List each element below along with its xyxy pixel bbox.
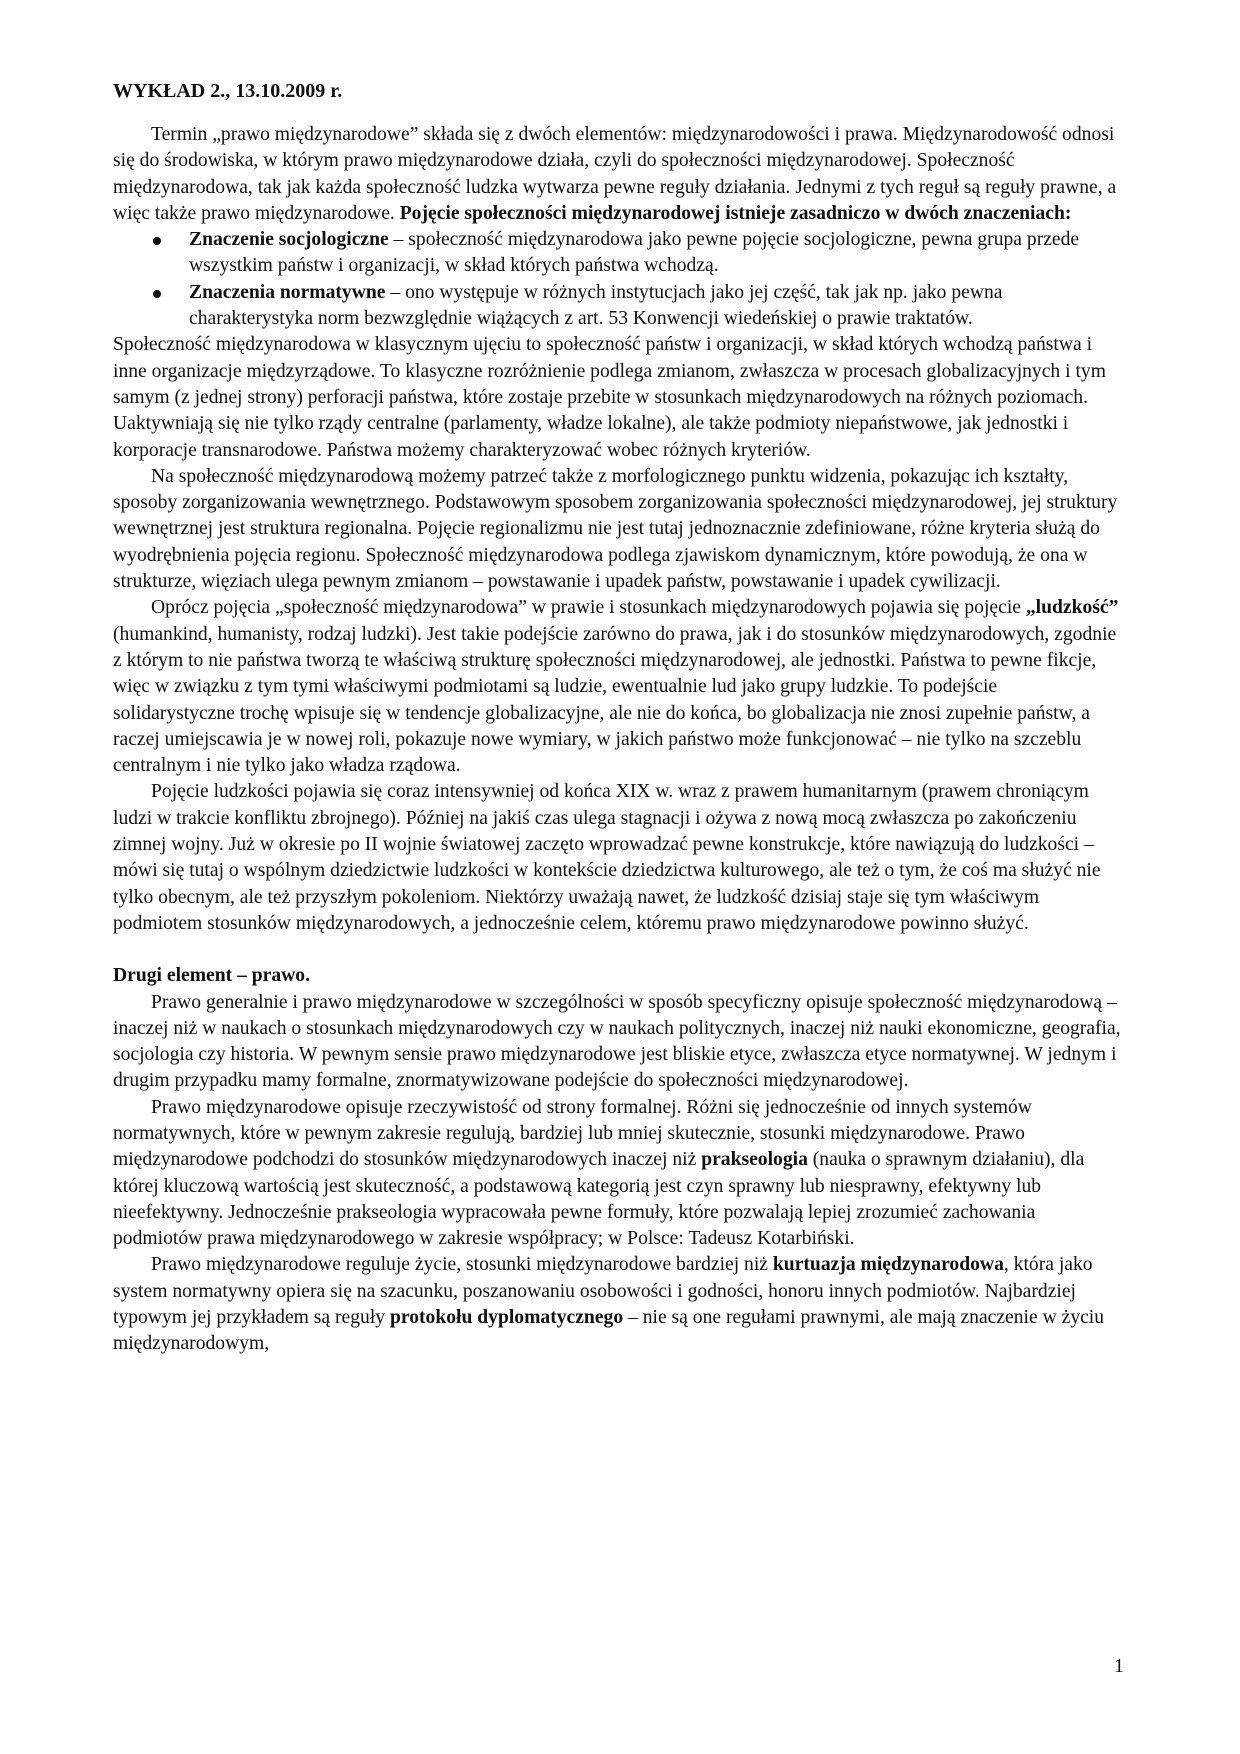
paragraph-text: Prawo międzynarodowe opisuje rzeczywistość od strony formalnej. Różni się jednocześnie od innych systemów normatywnych, które w pewnym zakresie regulują, bardziej lub mniej skutecznie, stosunki międzynarodowe. Prawo międzynarodowe podchodzi do stosunków międzynarodowych inaczej niż (113, 1096, 1032, 1171)
paragraph-morphology: Na społeczność międzynarodową możemy patrzeć także z morfologicznego punktu widzenia, pokazując ich kształty, sposoby zorganizowania wewnętrznego. Podstawowym sposobem zorganizowania społeczności międzynarodowej, jej struktury wewnętrznej jest struktura regionalna. Pojęcie regionalizmu nie jest tutaj jednoznacznie zdefiniowane, różne kryteria służą do wyodrębnienia pojęcia regionu. Społeczność międzynarodowa podlega zjawiskom dynamicznym, które powodują, że ona w strukturze, więziach ulega pewnym zmianom – powstawanie i upadek państw, powstawanie i upadek cywilizacji. (113, 465, 1118, 593)
section-heading: Drugi element – prawo. (113, 965, 310, 987)
list-item (113, 280, 1123, 333)
paragraph-text: (nauka o sprawnym działaniu), dla której kluczową wartością jest skuteczność, a podstawową kategorią jest czyn sprawny lub niesprawny, efektywny lub nieefektywny. Jednocześnie prakseologia wypracowała pewne formuły, które pozwalają lepiej zrozumieć zachowania podmiotów prawa międzynarodowego w zakresie współpracy; w Polsce: Tadeusz Kotarbiński. (113, 1149, 1085, 1250)
paragraph-text: Prawo międzynarodowe reguluje życie, stosunki międzynarodowe bardziej niż (151, 1254, 773, 1276)
bullet-text: – ono występuje w różnych instytucjach jako jej część, tak jak np. jako pewna charakterystyka norm bezwzględnie wiążących z art. 53 Konwencji wiedeńskiej o prawie traktatów. (189, 281, 1003, 330)
bold-term: protokołu dyplomatycznego (389, 1307, 624, 1329)
intro-text: Termin „prawo międzynarodowe” składa się z dwóch elementów: międzynarodowości i prawa. Międzynarodowość odnosi się do środowiska, w którym prawo międzynarodowe działa, czyli do społeczności międzynarodowej. Społeczność międzynarodowa, tak jak każda społeczność ludzka wytwarza pewne reguły działania. Jednymi z tych reguł są reguły prawne, a więc także prawo międzynarodowe. (113, 124, 1117, 224)
intro-bold-text: Pojęcie społeczności międzynarodowej istnieje zasadniczo w dwóch znaczeniach: (399, 202, 1072, 224)
document-page (113, 78, 1123, 1358)
intro-paragraph (113, 122, 1123, 227)
paragraph-classic-community: Społeczność międzynarodowa w klasycznym ujęciu to społeczność państw i organizacji, w skład których wchodzą państwa i inne organizacje międzyrządowe. To klasyczne rozróżnienie podlega zmianom, zwłaszcza w procesach globalizacyjnych i tym samym (z jednej strony) perforacji państwa, które zostaje przebite w stosunkach międzynarodowych na różnych poziomach. Uaktywniają się nie tylko rządy centralne (parlamenty, władze lokalne), ale także podmioty niepaństwowe, jak jednostki i korporacje transnarodowe. Państwa możemy charakteryzować wobec różnych kryteriów. (113, 334, 1106, 461)
paragraph-humanity-history: Pojęcie ludzkości pojawia się coraz intensywniej od końca XIX w. wraz z prawem humanitarnym (prawem chroniącym ludzi w trakcie konfliktu zbrojnego). Później na jakiś czas ulega stagnacji i ożywa z nową mocą zwłaszcza po zakończeniu zimnej wojny. Już w okresie po II wojnie światowej zaczęto wprowadzać pewne konstrukcje, które nawiązują do ludzkości – mówi się tutaj o wspólnym dziedzictwie ludzkości w kontekście dziedzictwa kulturowego, ale też o tym, że coś ma służyć nie tylko obecnym, ale też przyszłym pokoleniom. Niektórzy uważają nawet, że ludzkość dzisiaj staje się tym właściwym podmiotem stosunków międzynarodowych, a jednocześnie celem, któremu prawo międzynarodowe powinno służyć. (113, 781, 1101, 934)
bullet-text: – społeczność międzynarodowa jako pewne pojęcie socjologiczne, pewna grupa przede wszystkim państw i organizacji, w skład których państwa wchodzą. (189, 229, 1080, 277)
paragraph-praxeology (113, 1095, 1123, 1253)
bullet-icon (153, 237, 161, 245)
paragraph-text: – nie są one regułami prawnymi, ale mają znaczenie w życiu międzynarodowym, (113, 1307, 1105, 1355)
paragraph-text: (humankind, humanisty, rodzaj ludzki). Jest takie podejście zarówno do prawa, jak i do stosunków międzynarodowych, zgodnie z którym to nie państwa tworzą te właściwą strukturę społeczności międzynarodowej, ale jednostki. Państwa to pewne fikcje, więc w związku z tym tymi właściwymi podmiotami są ludzie, ewentualnie lud jako grupy ludzkie. To podejście solidarystyczne trochę wpisuje się w tendencje globalizacyjne, ale nie do końca, bo globalizacja nie znosi zupełnie państw, a raczej umiejscawia je w nowej roli, pokazuje nowe wymiary, w jakich państwo może funkcjonować – nie tylko na szczeblu centralnym i nie tylko jako władza rządowa. (113, 623, 1117, 777)
paragraph-humanity (113, 595, 1123, 779)
meanings-list (113, 227, 1123, 332)
paragraph-text: , która jako system normatywny opiera się na szacunku, poszanowaniu osobowości i godności, honoru innych podmiotów. Najbardziej typowym jej przykładem są reguły (113, 1254, 1093, 1329)
lecture-title: WYKŁAD 2., 13.10.2009 r. (113, 80, 343, 102)
bullet-term: Znaczenie socjologiczne (189, 229, 389, 251)
paragraph-text: Oprócz pojęcia „społeczność międzynarodowa” w prawie i stosunkach międzynarodowych pojawia się pojęcie (151, 597, 1026, 619)
bold-term: prakseologia (701, 1149, 808, 1171)
list-item (113, 227, 1123, 280)
bullet-icon (153, 290, 161, 298)
paragraph-law-general: Prawo generalnie i prawo międzynarodowe w szczególności w sposób specyficzny opisuje społeczność międzynarodową – inaczej niż w naukach o stosunkach międzynarodowych czy w naukach politycznych, inaczej niż nauki ekonomiczne, geografia, socjologia czy historia. W pewnym sensie prawo międzynarodowe jest bliskie etyce, zwłaszcza etyce normatywnej. W jednym i drugim przypadku mamy formalne, znormatywizowane podejście do społeczności międzynarodowej. (113, 991, 1121, 1092)
page-number: 1 (1114, 1655, 1124, 1677)
bold-term: kurtuazja międzynarodowa (772, 1254, 1004, 1276)
paragraph-courtesy (113, 1252, 1123, 1357)
bold-term: „ludzkość” (1025, 597, 1119, 619)
bullet-term: Znaczenia normatywne (189, 281, 386, 303)
